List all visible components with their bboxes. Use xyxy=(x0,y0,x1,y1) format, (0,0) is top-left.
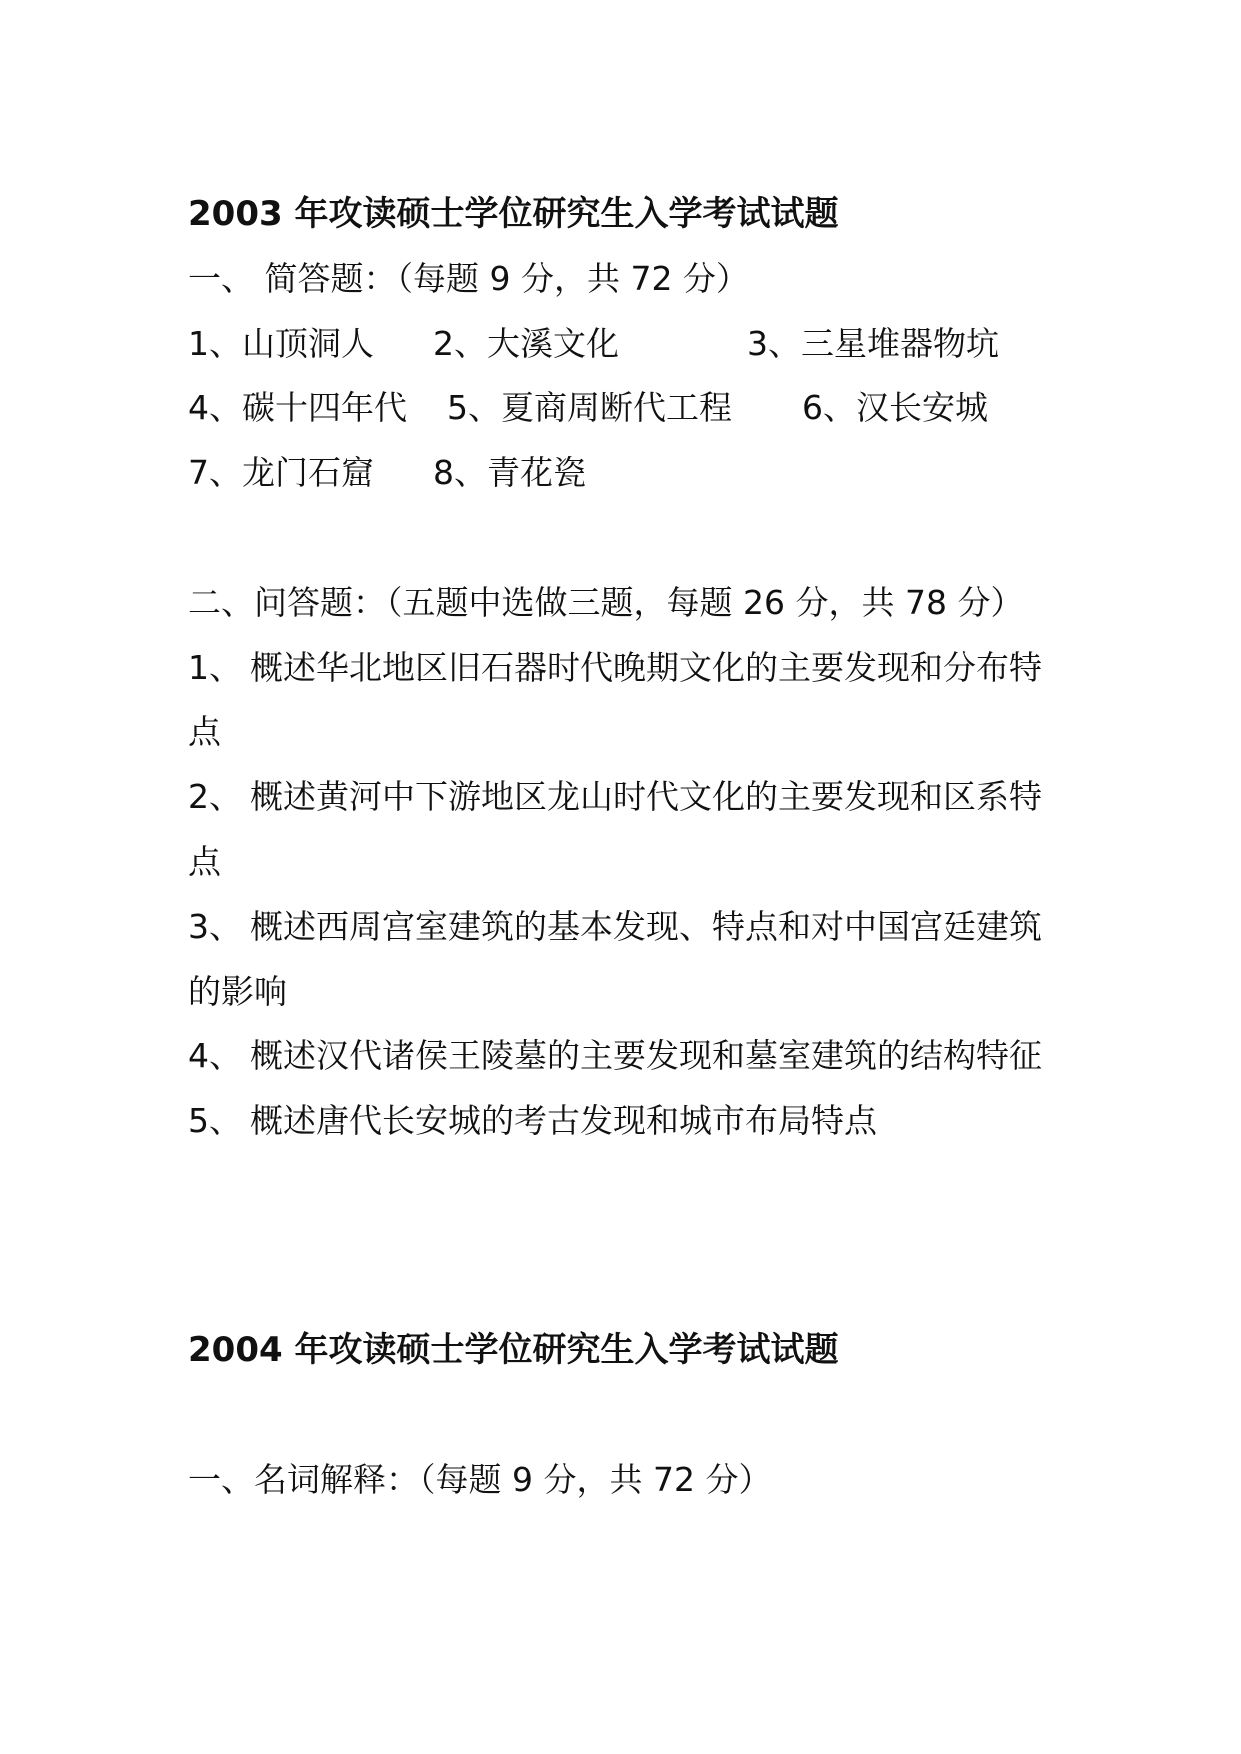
term-item: 6、汉长安城 xyxy=(802,388,988,428)
question-number: 1、 xyxy=(188,647,242,687)
blank-line xyxy=(188,1383,1053,1448)
term-item: 4、碳十四年代 xyxy=(188,388,407,428)
term-item: 3、三星堆器物坑 xyxy=(747,323,999,363)
question-number: 3、 xyxy=(188,906,242,946)
question-item xyxy=(188,895,1053,1025)
term-item: 2、大溪文化 xyxy=(433,323,619,363)
term-item: 5、夏商周断代工程 xyxy=(447,388,732,428)
exam-title: 2003 年攻读硕士学位研究生入学考试试题 xyxy=(188,194,839,234)
terms-row xyxy=(188,312,1053,377)
section-heading-term-definition: 一、名词解释：（每题 9 分，共 72 分） xyxy=(188,1459,772,1499)
question-number: 4、 xyxy=(188,1036,242,1076)
question-number: 5、 xyxy=(188,1101,242,1141)
exam-title: 2004 年攻读硕士学位研究生入学考试试题 xyxy=(188,1330,839,1370)
question-item xyxy=(188,765,1053,895)
question-text: 概述黄河中下游地区龙山时代文化的主要发现和区系特点 xyxy=(188,777,1042,881)
question-text: 概述西周宫室建筑的基本发现、特点和对中国宫廷建筑的影响 xyxy=(188,906,1042,1011)
question-item xyxy=(188,1024,1053,1089)
question-number: 2、 xyxy=(188,777,242,817)
section-heading-short-answer: 一、 简答题：（每题 9 分，共 72 分） xyxy=(188,258,749,298)
question-text: 概述华北地区旧石器时代晚期文化的主要发现和分布特点 xyxy=(188,647,1042,752)
question-text: 概述汉代诸侯王陵墓的主要发现和墓室建筑的结构特征 xyxy=(250,1036,1042,1076)
blank-line xyxy=(188,506,1053,571)
term-item: 8、青花瓷 xyxy=(433,453,586,493)
exam-2003 xyxy=(188,182,1053,1154)
question-text: 概述唐代长安城的考古发现和城市布局特点 xyxy=(250,1101,877,1141)
term-item: 7、龙门石窟 xyxy=(188,453,374,493)
terms-row xyxy=(188,376,1053,441)
term-item: 1、山顶洞人 xyxy=(188,323,374,363)
terms-row xyxy=(188,441,1053,506)
question-item xyxy=(188,636,1053,766)
exam-2004 xyxy=(188,1318,1053,1512)
section-heading-essay: 二、问答题：（五题中选做三题，每题 26 分，共 78 分） xyxy=(188,582,1024,622)
question-item xyxy=(188,1089,1053,1154)
